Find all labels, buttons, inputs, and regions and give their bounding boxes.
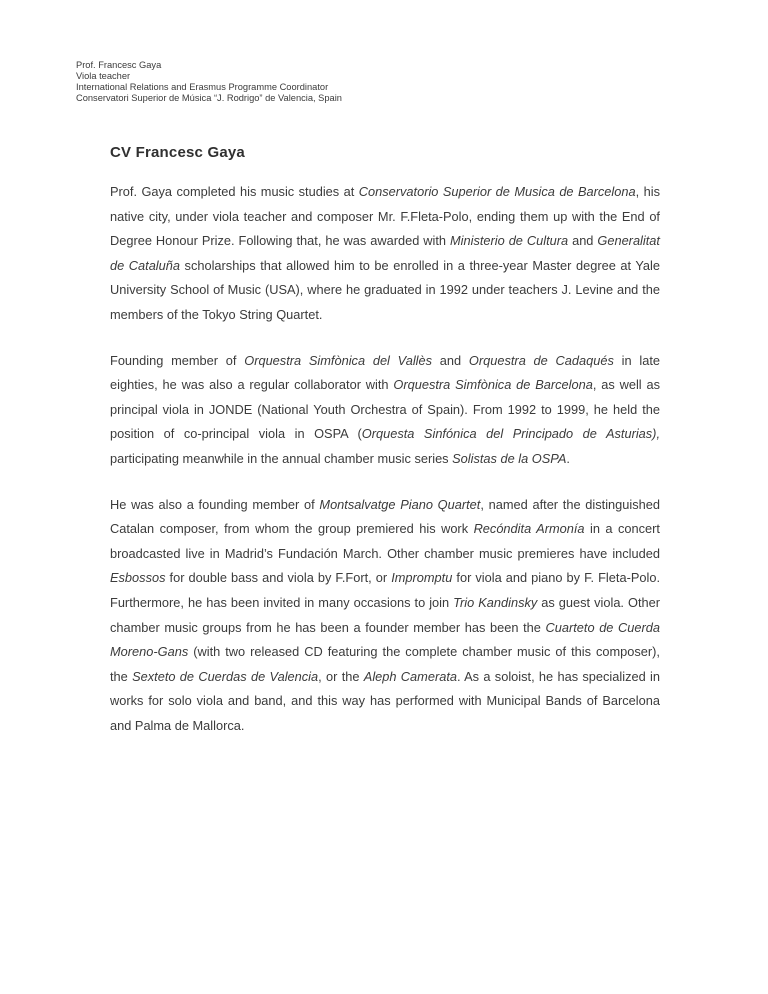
header-line: Conservatori Superior de Música “J. Rodrigo” de Valencia, Spain xyxy=(76,93,342,103)
text-run: Founding member of xyxy=(110,352,245,368)
italic-run: Orquestra Simfònica del Vallès xyxy=(244,352,433,368)
italic-run: Conservatorio Superior de Musica de Barcelona xyxy=(358,184,636,199)
italic-run: Orquestra Simfònica de Barcelona xyxy=(393,377,593,393)
text-run: . As a soloist, he has specialized in works for solo viola and band, and this way has performed with Municipal Bands of Barcelona and Palma de Mallorca. xyxy=(110,668,660,733)
paragraph-studies xyxy=(110,180,660,328)
text-run: participating meanwhile in the annual chamber music series xyxy=(110,450,453,466)
italic-run: Trio Kandinsky xyxy=(453,594,538,610)
italic-run: Esbossos xyxy=(110,570,166,586)
italic-run: Aleph Camerata xyxy=(363,668,457,684)
paragraph-orchestras xyxy=(110,349,660,472)
text-run: in a concert broadcasted live in Madrid’s Fundación March. Other chamber music premieres have included xyxy=(110,521,660,561)
text-run: for viola and piano by F. Fleta-Polo. Furthermore, he has been invited in many occasions to join xyxy=(110,570,660,610)
text-run: Prof. Gaya completed his music studies at xyxy=(110,184,359,199)
italic-run: Sexteto de Cuerdas de Valencia xyxy=(132,668,319,684)
text-run: scholarships that allowed him to be enrolled in a three-year Master degree at Yale University School of Music (USA), where he graduated in 1992 under teachers J. Levine and the members of the Tokyo String Quartet. xyxy=(110,257,661,322)
text-run: , or the xyxy=(318,668,364,684)
letterhead xyxy=(76,60,342,104)
document-body xyxy=(110,144,660,759)
text-run: , his native city, under viola teacher and composer Mr. F.Fleta-Polo, ending them up with the End of Degree Honour Prize. Following that, he was awarded with xyxy=(110,184,660,249)
text-run: for double bass and viola by F.Fort, or xyxy=(165,570,392,586)
text-run: . xyxy=(566,450,570,466)
text-run: in late eighties, he was also a regular collaborator with xyxy=(110,352,660,393)
italic-run: Cuarteto de Cuerda Moreno-Gans xyxy=(110,619,660,660)
text-run: and xyxy=(432,352,469,368)
italic-run: Ministerio de Cultura xyxy=(449,233,569,249)
text-run: , as well as principal viola in JONDE (National Youth Orchestra of Spain). From 1992 to 1999, he held the position of co-principal viola in OSPA ( xyxy=(110,377,660,442)
italic-run: Generalitat de Cataluña xyxy=(110,233,660,273)
text-run: He was also a founding member of xyxy=(110,496,320,512)
text-run: and xyxy=(568,233,598,249)
italic-run: Orquestra de Cadaqués xyxy=(468,352,614,368)
paragraph-chamber-music xyxy=(110,493,660,739)
text-run: , named after the distinguished Catalan composer, from whom the group premiered his work xyxy=(110,496,660,537)
italic-run: Montsalvatge Piano Quartet xyxy=(319,496,481,512)
document-title: CV Francesc Gaya xyxy=(110,144,245,161)
header-line: Viola teacher xyxy=(76,71,131,81)
italic-run: Orquesta Sinfónica del Principado de Asturias), xyxy=(361,426,660,442)
header-line: International Relations and Erasmus Programme Coordinator xyxy=(76,82,329,92)
italic-run: Solistas de la OSPA xyxy=(452,450,567,466)
italic-run: Recóndita Armonía xyxy=(473,521,585,537)
header-line: Prof. Francesc Gaya xyxy=(76,60,162,70)
text-run: as guest viola. Other chamber music groups from he has been a founder member has been the xyxy=(110,594,660,635)
italic-run: Impromptu xyxy=(391,570,453,586)
text-run: (with two released CD featuring the complete chamber music of this composer), the xyxy=(110,644,660,684)
